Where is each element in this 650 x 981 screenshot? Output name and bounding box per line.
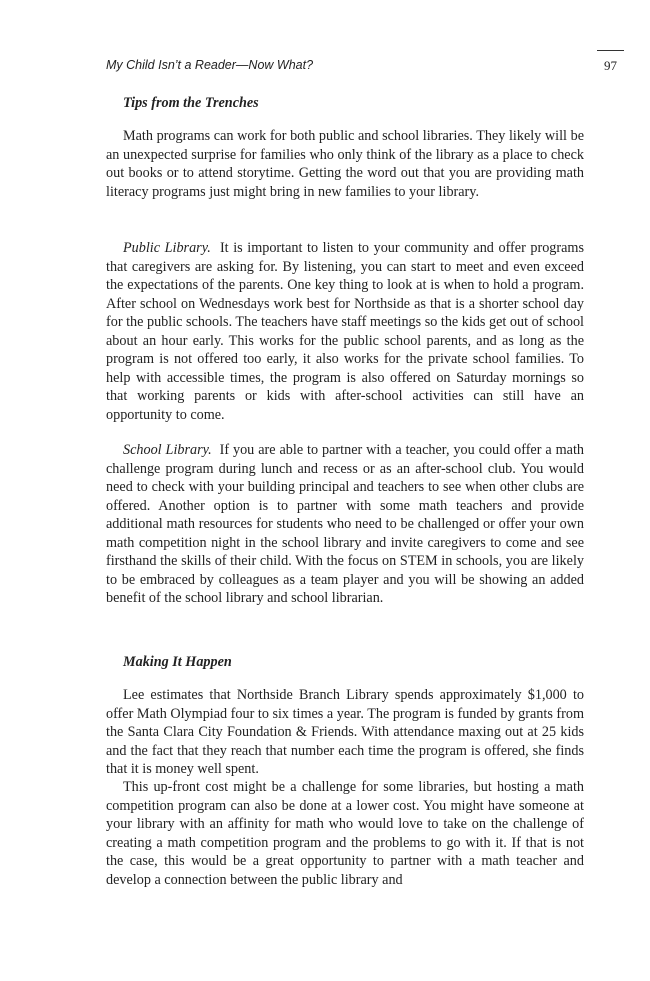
paragraph-school-library bbox=[106, 441, 584, 608]
paragraph-public-library bbox=[106, 239, 584, 424]
paragraph-cost: Lee estimates that Northside Branch Library spends approximately $1,000 to offer Math Olympiad four to six times a year. The program is funded by grants from the Santa Clara City Foundation & Friends. With attendance maxing out at 25 kids and the fact that they reach that number each time the program is offered, she finds that it is money well spent. bbox=[106, 687, 584, 777]
section-heading-tips: Tips from the Trenches bbox=[123, 95, 259, 111]
running-title: My Child Isn’t a Reader—Now What? bbox=[106, 58, 314, 72]
public-library-text: It is important to listen to your community and offer programs that caregivers are asking for. By listening, you can start to meet and even exceed the expectations of the parents. One key thing to look at is when to hold a program. After school on Wednesdays work best for Northside as that is a shorter school day for the public schools. The teachers have staff meetings so the kids get out of school about an hour early. This works for the public school parents, and as long as the program is not offered too early, it also works for the private school families. To help with accessible times, the program is also offered on Saturday mornings so that working parents or kids with after-school activities can still have an opportunity to come. bbox=[106, 240, 584, 423]
runin-public-library: Public Library. bbox=[123, 240, 211, 256]
paragraph-lower-cost: This up-front cost might be a challenge for some libraries, but hosting a math competition program can also be done at a lower cost. You might have someone at your library with an affinity for math who would love to take on the challenge of creating a math competition program and the problems to go with it. If that is not the case, this would be a great opportunity to partner with a math teacher and develop a connection between the public library and bbox=[106, 779, 584, 888]
runin-school-library: School Library. bbox=[123, 442, 212, 458]
section-heading-making-it-happen: Making It Happen bbox=[123, 654, 232, 670]
page-number: 97 bbox=[604, 58, 617, 73]
school-library-text: If you are able to partner with a teacher, you could offer a math challenge program during lunch and recess or as an after-school club. You would need to check with your building principal and teachers to see when other clubs are offered. Another option is to partner with some math teachers and provide additional math resources for students who need to be challenged or offer your own math competition night in the school library and invite caregivers to come and see firsthand the skills of their child. With the focus on STEM in schools, you are likely to be embraced by colleagues as a team player and you will be showing an added benefit of the school library and school librarian. bbox=[106, 442, 585, 606]
paragraph-intro: Math programs can work for both public and school libraries. They likely will be an unexpected surprise for families who only think of the library as a place to check out books or to attend storytime. Getting the word out that you are providing math literacy programs just might bring in new families to your library. bbox=[106, 128, 584, 200]
page-number-rule bbox=[597, 50, 624, 51]
